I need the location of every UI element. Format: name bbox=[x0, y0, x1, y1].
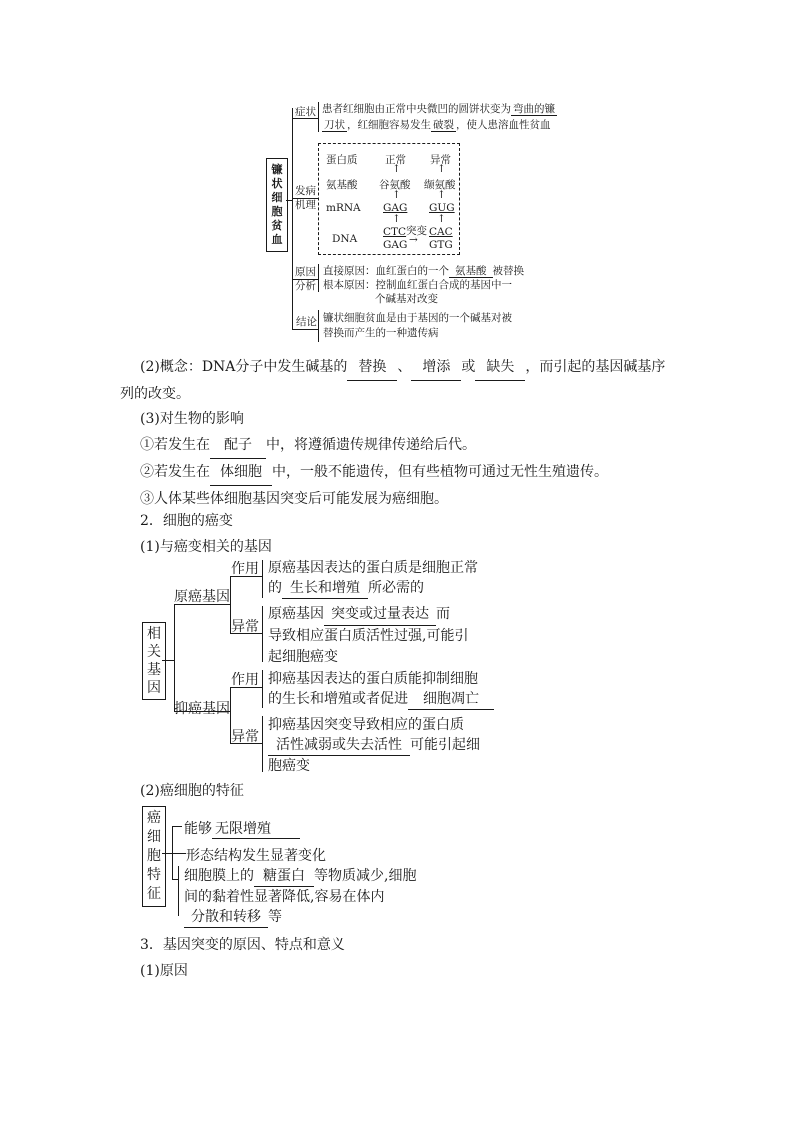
normal-mrna: GAG bbox=[383, 202, 408, 214]
symptom-label: 症状 bbox=[295, 106, 316, 118]
feature-1: 能够 无限增殖 bbox=[184, 818, 300, 839]
effects-title: (3)对生物的影响 bbox=[140, 411, 244, 427]
tumor-suppressor-label: 抑癌基因 bbox=[174, 701, 230, 717]
supp-role-label: 作用 bbox=[231, 672, 259, 688]
effects-section bbox=[140, 406, 608, 512]
arrow-up-icon: ↑ bbox=[392, 163, 401, 175]
normal-aa: 谷氨酸 bbox=[379, 179, 411, 191]
conclusion-label: 结论 bbox=[296, 316, 317, 328]
abnormal-dna-bottom: GTG bbox=[429, 239, 453, 251]
conclusion-text: 镰状细胞贫血是由于基因的一个碱基对被 替换而产生的一种遗传病 bbox=[323, 312, 512, 339]
section3-sub1: (1)原因 bbox=[140, 963, 188, 979]
proto-abn-text: 原癌基因 突变或过量表达 而 导致相应蛋白质活性过强,可能引 起细胞癌变 bbox=[268, 606, 469, 665]
direct-cause: 直接原因：血红蛋白的一个 氨基酸 被替换 bbox=[323, 265, 524, 277]
arrow-up-icon: ↑ bbox=[437, 163, 446, 175]
abnormal-aa: 缬氨酸 bbox=[424, 179, 456, 191]
concept-paragraph: (2)概念：DNA分子中发生碱基的 替换 、 增添 或 缺失 ，而引起的基因碱基序 列的改变。 bbox=[140, 354, 665, 407]
proto-role-text: 原癌基因表达的蛋白质是细胞正常 的 生长和增殖 所必需的 bbox=[268, 558, 478, 599]
cause-label: 原因 分析 bbox=[295, 266, 316, 292]
arrow-up-icon: ↑ bbox=[437, 189, 446, 201]
effect-3: ③人体某些体细胞基因突变后可能发展为癌细胞。 bbox=[140, 491, 448, 507]
row-dna: DNA bbox=[332, 233, 358, 245]
section3-heading: 3．基因突变的原因、特点和意义 bbox=[140, 937, 345, 953]
row-amino: 氨基酸 bbox=[326, 179, 358, 191]
proto-oncogene-label: 原癌基因 bbox=[174, 589, 230, 605]
effect-1: ①若发生在 配子 中，将遵循遗传规律传递给后代。 bbox=[140, 432, 608, 459]
feature-3: 细胞膜上的 糖蛋白 等物质减少,细胞 间的黏着性显著降低,容易在体内 分散和转移 等 bbox=[184, 866, 416, 928]
root-cause: 根本原因：控制血红蛋白合成的基因中一 个碱基对改变 bbox=[323, 279, 512, 305]
normal-label: 正常 bbox=[385, 154, 406, 166]
arrow-right-icon: → bbox=[409, 234, 418, 246]
arrow-up-icon: ↑ bbox=[437, 213, 446, 225]
abnormal-label: 异常 bbox=[430, 154, 451, 166]
normal-dna-bottom: GAG bbox=[383, 239, 408, 251]
arrow-up-icon: ↑ bbox=[392, 189, 401, 201]
proto-abn-label: 异常 bbox=[231, 619, 259, 635]
feature-2: 形态结构发生显著变化 bbox=[186, 848, 326, 864]
effect-2: ②若发生在 体细胞 中，一般不能遗传，但有些植物可通过无性生殖遗传。 bbox=[140, 459, 608, 486]
symptom-line2: 刀状 ，红细胞容易发生 破裂 ，使人患溶血性贫血 bbox=[324, 119, 551, 131]
abnormal-dna-top: CAC bbox=[429, 226, 453, 238]
genes-box: 相 关 基 因 bbox=[142, 622, 166, 700]
features-box: 癌 细 胞 特 征 bbox=[142, 806, 166, 907]
mutation-label: 突变 bbox=[406, 225, 427, 237]
proto-role-label: 作用 bbox=[231, 561, 259, 577]
cancer-sub2: (2)癌细胞的特征 bbox=[140, 783, 244, 799]
supp-role-text: 抑癌基因表达的蛋白质能抑制细胞 的生长和增殖或者促进 细胞凋亡 bbox=[268, 669, 494, 710]
row-protein: 蛋白质 bbox=[326, 154, 358, 166]
normal-dna-top: CTC bbox=[383, 226, 407, 238]
sickle-title-box: 镰 状 细 胞 贫 血 bbox=[266, 158, 288, 252]
arrow-up-icon: ↑ bbox=[392, 213, 401, 225]
symptom-line1: 患者红细胞由正常中央微凹的圆饼状变为 弯曲的镰 bbox=[322, 103, 555, 115]
mechanism-label: 发病 机理 bbox=[295, 185, 316, 211]
supp-abn-text: 抑癌基因突变导致相应的蛋白质 活性减弱或失去活性 可能引起细 胞癌变 bbox=[268, 717, 480, 774]
supp-abn-label: 异常 bbox=[231, 729, 259, 745]
row-mrna: mRNA bbox=[326, 202, 361, 214]
abnormal-mrna: GUG bbox=[429, 202, 455, 214]
cancer-heading: 2．细胞的癌变 bbox=[140, 513, 233, 529]
cancer-sub1: (1)与癌变相关的基因 bbox=[140, 539, 272, 555]
